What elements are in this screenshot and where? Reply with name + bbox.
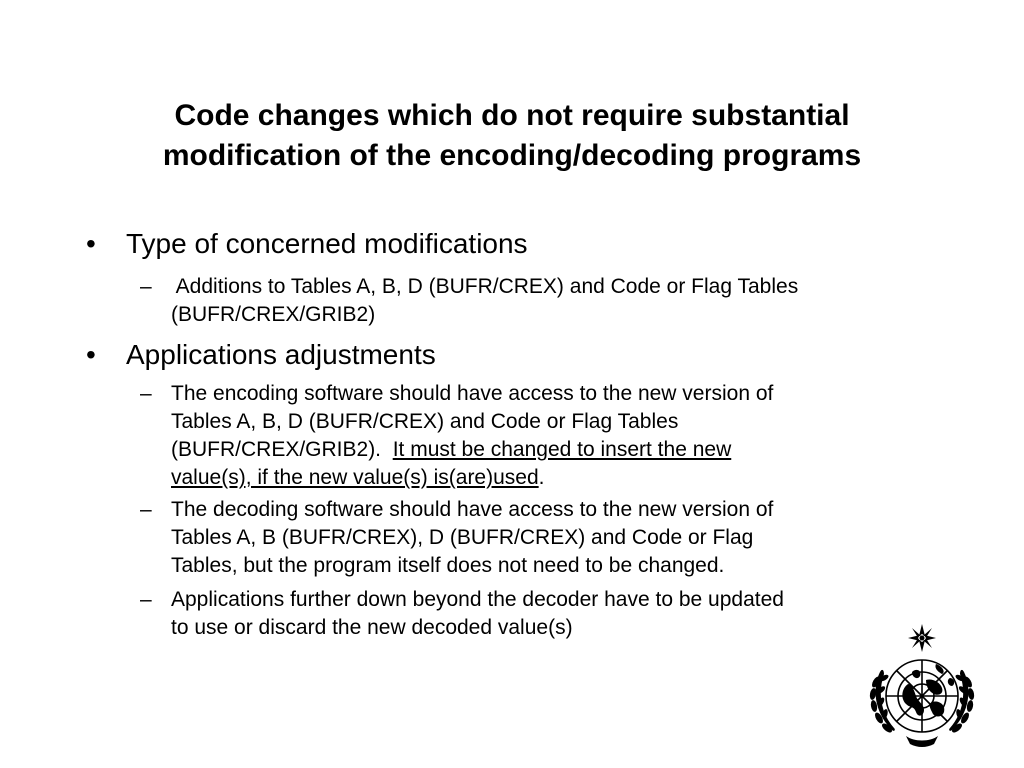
bullet-marker: •	[86, 228, 96, 259]
subbullet-line: to use or discard the new decoded value(s)	[171, 616, 573, 639]
subbullet-line: Tables, but the program itself does not need to be changed.	[171, 554, 725, 577]
subbullet-marker: –	[140, 498, 152, 521]
subbullet-line: The encoding software should have access to the new version of	[171, 382, 774, 405]
subbullet-text-underlined: It must be changed to insert the new	[392, 438, 732, 461]
subbullet-line: Tables A, B, D (BUFR/CREX) and Code or Flag Tables	[171, 410, 679, 433]
subbullet-line: Applications further down beyond the decoder have to be updated	[171, 588, 784, 611]
wmo-emblem-icon	[862, 622, 982, 750]
slide-title	[60, 96, 964, 176]
subbullet-line: Tables A, B (BUFR/CREX), D (BUFR/CREX) and Code or Flag	[171, 526, 754, 549]
bullet-text: Type of concerned modifications	[126, 228, 528, 259]
subbullet-marker: –	[140, 275, 152, 298]
subbullet-line: The decoding software should have access to the new version of	[171, 498, 774, 521]
slide-title-line-1: Code changes which do not require substantial	[174, 99, 850, 132]
bullet-marker: •	[86, 339, 96, 370]
subbullet-line	[171, 464, 941, 492]
slide-title-line-2: modification of the encoding/decoding programs	[162, 139, 862, 172]
bullet-text: Applications adjustments	[126, 339, 436, 370]
subbullet-marker: –	[140, 588, 152, 611]
subbullet-text-underlined: value(s), if the new value(s) is(are)used	[171, 466, 539, 489]
subbullet-marker: –	[140, 382, 152, 405]
subbullet-line: Additions to Tables A, B, D (BUFR/CREX) and Code or Flag Tables	[171, 275, 799, 298]
subbullet-line: (BUFR/CREX/GRIB2)	[171, 303, 376, 326]
subbullet-line	[171, 436, 941, 464]
subbullet-text-plain: (BUFR/CREX/GRIB2).	[171, 438, 393, 461]
subbullet-text-plain: .	[538, 466, 545, 489]
